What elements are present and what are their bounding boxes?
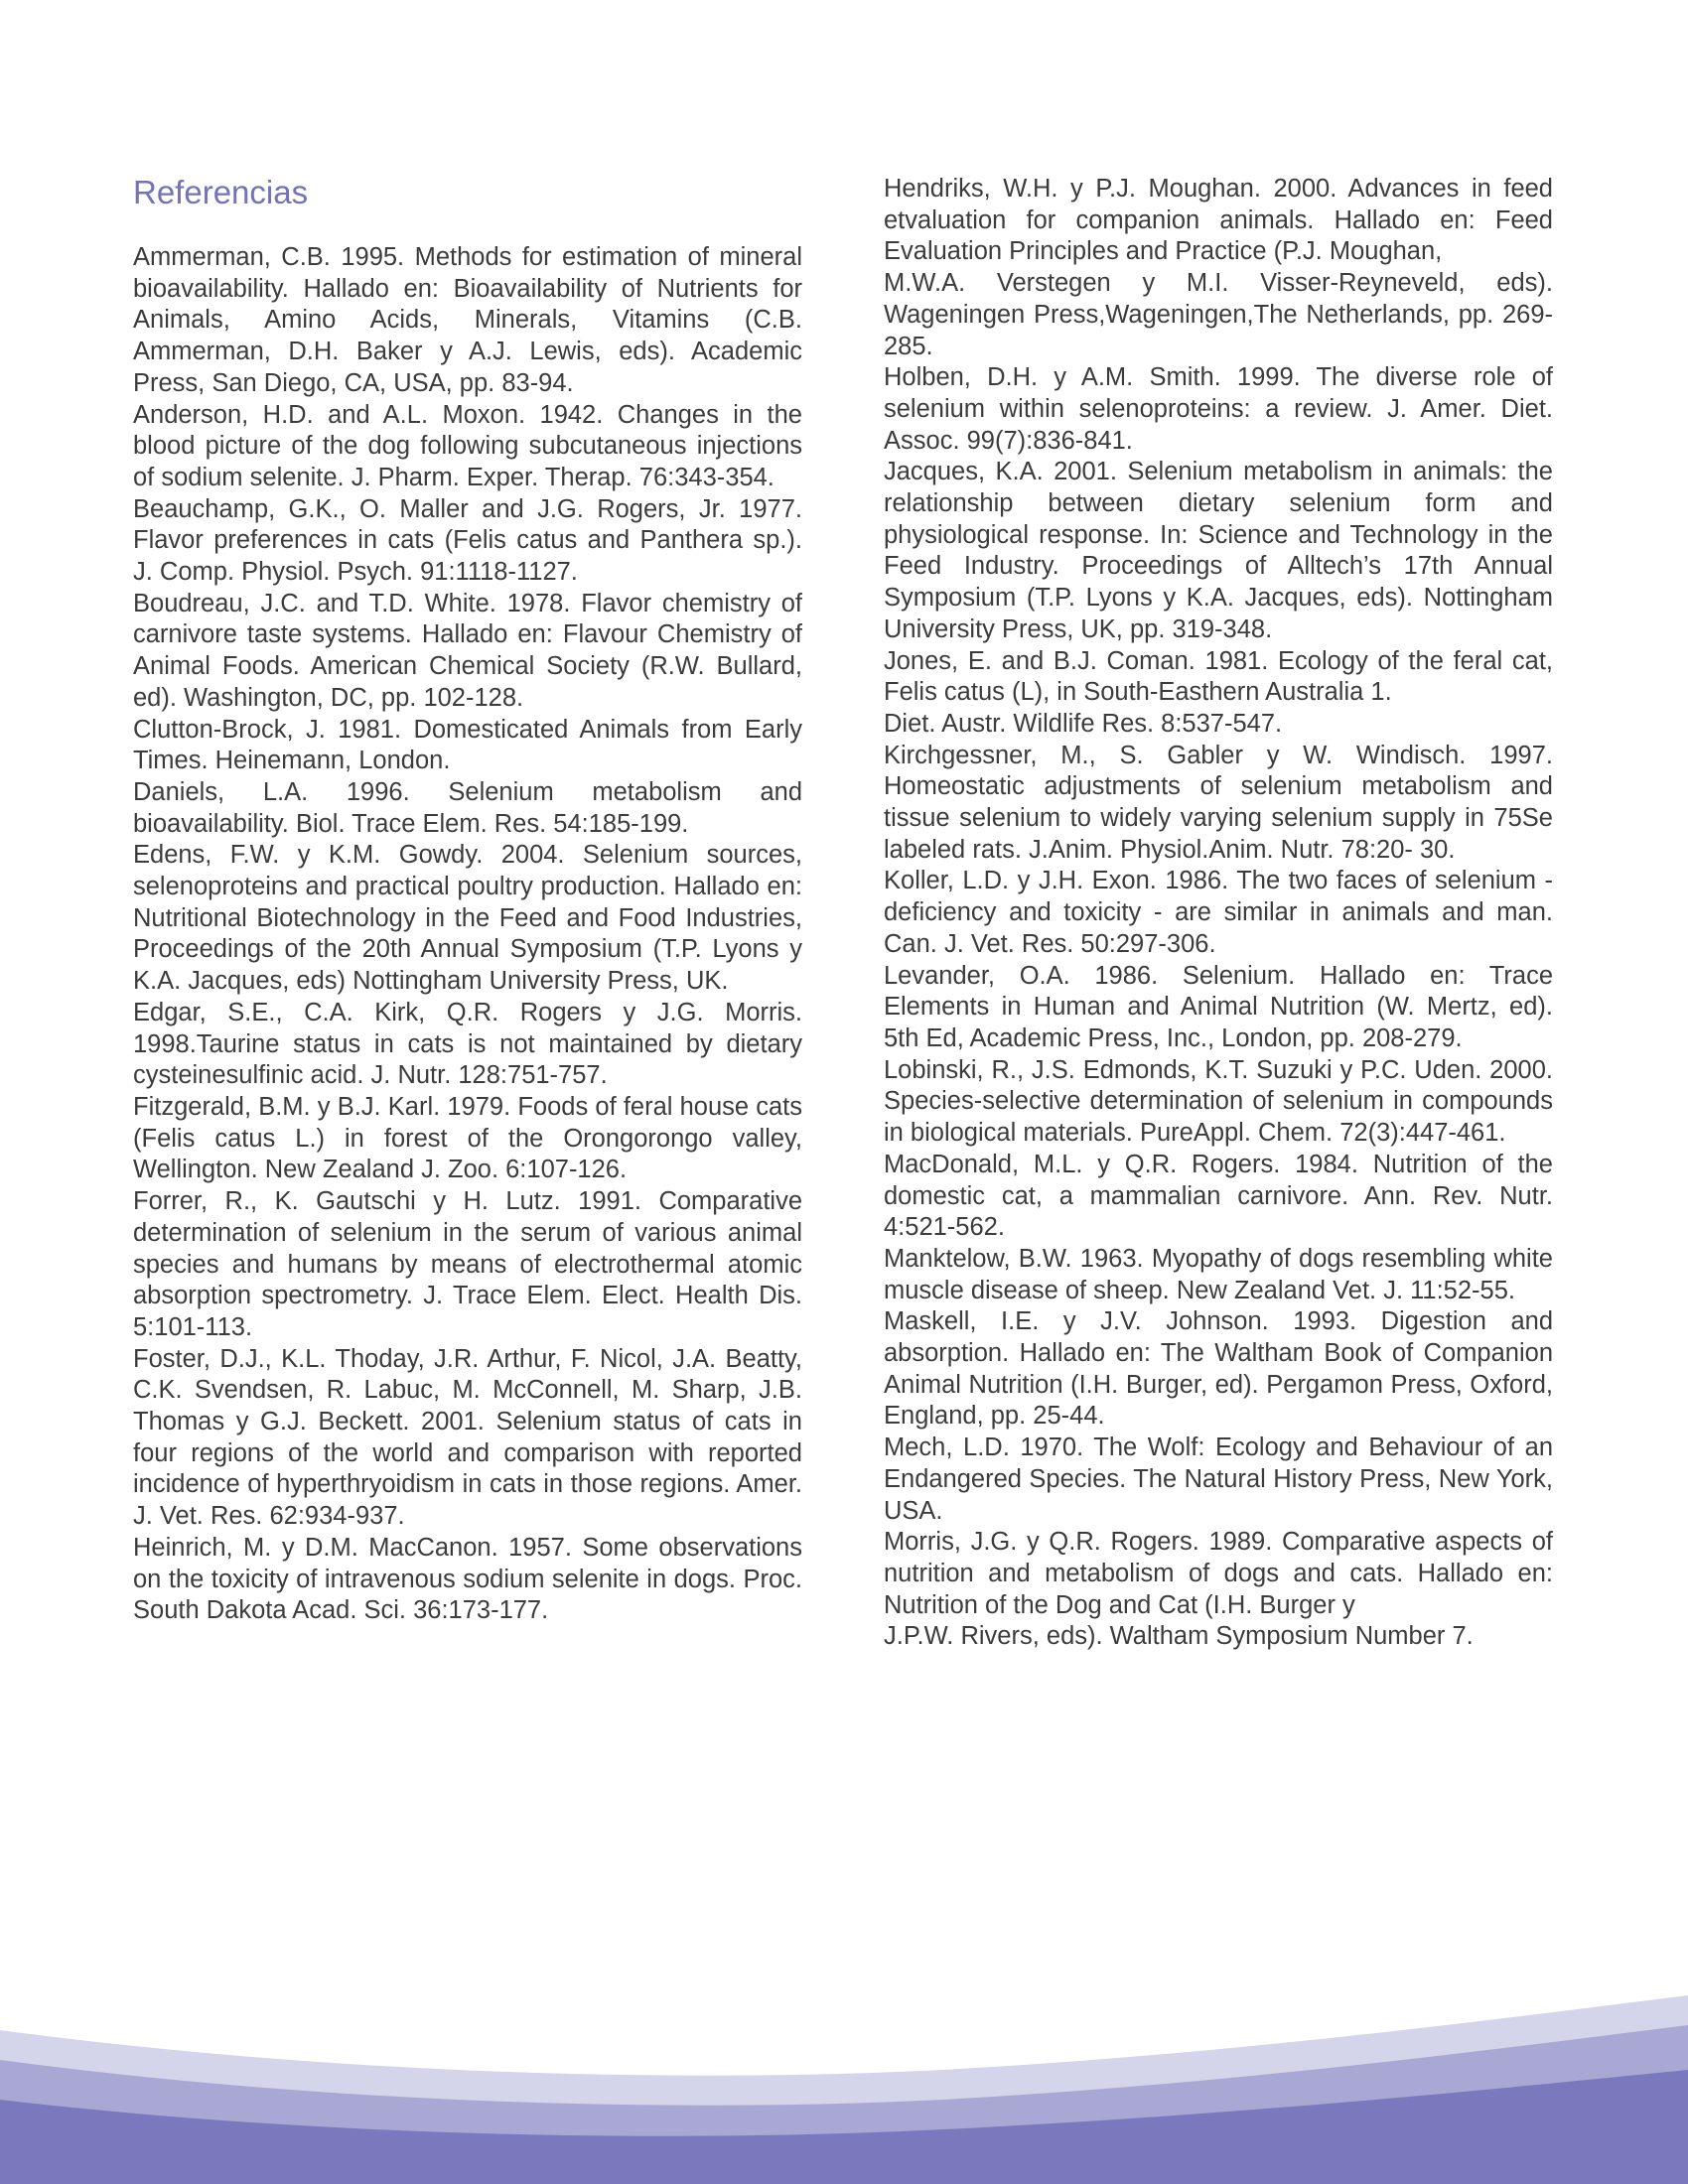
reference-item: Koller, L.D. y J.H. Exon. 1986. The two faces of selenium - deficiency and toxicity - are similar in animals and man. Can. J. Vet. Res. 50:297-306. (884, 867, 1553, 958)
reference-item: Jacques, K.A. 2001. Selenium metabolism in animals: the relationship between dietary selenium form and physiological response. In: Science and Technology in the Feed Industry. Proceedings of Alltech’s 17th Annual Symposium (T.P. Lyons y K.A. Jacques, eds). Nottingham University Press, UK, pp. 319-348. (884, 458, 1553, 643)
reference-item: Holben, D.H. y A.M. Smith. 1999. The diverse role of selenium within selenoproteins: a review. J. Amer. Diet. Assoc. 99(7):836-841. (884, 363, 1553, 455)
reference-item: Edens, F.W. y K.M. Gowdy. 2004. Selenium sources, selenoproteins and practical poultry production. Hallado en: Nutritional Biotechnology in the Feed and Food Industries, Proceedings of the 20th Annual Symposium (T.P. Lyons y K.A. Jacques, eds) Nottingham University Press, UK. (133, 841, 802, 996)
reference-item: Beauchamp, G.K., O. Maller and J.G. Rogers, Jr. 1977. Flavor preferences in cats (Felis catus and Panthera sp.). J. Comp. Physiol. Psych. 91:1118-1127. (133, 494, 802, 587)
reference-item: Daniels, L.A. 1996. Selenium metabolism and bioavailability. Biol. Trace Elem. Res. 54:185-199. (133, 777, 802, 838)
reference-item: Heinrich, M. y D.M. MacCanon. 1957. Some observations on the toxicity of intravenous sodium selenite in dogs. Proc. South Dakota Acad. Sci. 36:173-177. (133, 1533, 802, 1625)
reference-item: Ammerman, C.B. 1995. Methods for estimation of mineral bioavailability. Hallado en: Bioavailability of Nutrients for Animals, Amino Acids, Minerals, Vitamins (C.B. Ammerman, D.H. Baker y A.J. Lewis, eds). Academic Press, San Diego, CA, USA, pp. 83-94. (133, 243, 802, 397)
reference-item: Diet. Austr. Wildlife Res. 8:537-547. (884, 709, 1283, 738)
references-right-column (884, 174, 1553, 1653)
reference-item: Levander, O.A. 1986. Selenium. Hallado en: Trace Elements in Human and Animal Nutrition (W. Mertz, ed). 5th Ed, Academic Press, Inc., London, pp. 208-279. (884, 961, 1553, 1052)
reference-item: Fitzgerald, B.M. y B.J. Karl. 1979. Foods of feral house cats (Felis catus L.) in forest of the Orongorongo valley, Wellington. New Zealand J. Zoo. 6:107-126. (133, 1092, 802, 1184)
reference-item: Maskell, I.E. y J.V. Johnson. 1993. Digestion and absorption. Hallado en: The Waltham Book of Companion Animal Nutrition (I.H. Burger, ed). Pergamon Press, Oxford, England, pp. 25-44. (884, 1307, 1553, 1431)
reference-item: M.W.A. Verstegen y M.I. Visser-Reyneveld, eds). Wageningen Press,Wageningen,The Netherlands, pp. 269-285. (884, 269, 1553, 360)
reference-item: Mech, L.D. 1970. The Wolf: Ecology and Behaviour of an Endangered Species. The Natural History Press, New York, USA. (884, 1433, 1553, 1525)
reference-item: Boudreau, J.C. and T.D. White. 1978. Flavor chemistry of carnivore taste systems. Hallado en: Flavour Chemistry of Animal Foods. American Chemical Society (R.W. Bullard, ed). Washington, DC, pp. 102-128. (133, 589, 802, 712)
page-title: Referencias (133, 174, 309, 210)
reference-item: MacDonald, M.L. y Q.R. Rogers. 1984. Nutrition of the domestic cat, a mammalian carnivore. Ann. Rev. Nutr. 4:521-562. (884, 1150, 1553, 1242)
reference-item: Kirchgessner, M., S. Gabler y W. Windisch. 1997. Homeostatic adjustments of selenium metabolism and tissue selenium to widely varying selenium supply in 75Se labeled rats. J.Anim. Physiol.Anim. Nutr. 78:20- 30. (884, 741, 1553, 864)
reference-item: Forrer, R., K. Gautschi y H. Lutz. 1991. Comparative determination of selenium in the serum of various animal species and humans by means of electrothermal atomic absorption spectrometry. J. Trace Elem. Elect. Health Dis. 5:101-113. (133, 1187, 802, 1341)
reference-item: Anderson, H.D. and A.L. Moxon. 1942. Changes in the blood picture of the dog following subcutaneous injections of sodium selenite. J. Pharm. Exper. Therap. 76:343-354. (133, 400, 802, 491)
reference-item: Foster, D.J., K.L. Thoday, J.R. Arthur, F. Nicol, J.A. Beatty, C.K. Svendsen, R. Labuc, M. McConnell, M. Sharp, J.B. Thomas y G.J. Beckett. 2001. Selenium status of cats in four regions of the world and comparison with reported incidence of hyperthryoidism in cats in those regions. Amer. J. Vet. Res. 62:934-937. (133, 1344, 802, 1531)
reference-item: Lobinski, R., J.S. Edmonds, K.T. Suzuki y P.C. Uden. 2000. Species-selective determination of selenium in compounds in biological materials. PureAppl. Chem. 72(3):447-461. (884, 1055, 1553, 1148)
reference-item: J.P.W. Rivers, eds). Waltham Symposium Number 7. (884, 1622, 1474, 1651)
reference-item: Clutton-Brock, J. 1981. Domesticated Animals from Early Times. Heinemann, London. (133, 715, 802, 775)
references-left-column (133, 242, 802, 1627)
reference-item: Manktelow, B.W. 1963. Myopathy of dogs resembling white muscle disease of sheep. New Zealand Vet. J. 11:52-55. (884, 1244, 1553, 1304)
reference-item: Hendriks, W.H. y P.J. Moughan. 2000. Advances in feed etvaluation for companion animals. Hallado en: Feed Evaluation Principles and Practice (P.J. Moughan, (884, 175, 1553, 266)
reference-item: Morris, J.G. y Q.R. Rogers. 1989. Comparative aspects of nutrition and metabolism of dogs and cats. Hallado en: Nutrition of the Dog and Cat (I.H. Burger y (884, 1528, 1553, 1619)
reference-item: Jones, E. and B.J. Coman. 1981. Ecology of the feral cat, Felis catus (L), in South-Easthern Australia 1. (884, 646, 1553, 707)
reference-item: Edgar, S.E., C.A. Kirk, Q.R. Rogers y J.G. Morris. 1998.Taurine status in cats is not maintained by dietary cysteinesulfinic acid. J. Nutr. 128:751-757. (133, 998, 802, 1090)
footer-wave-decoration (0, 1976, 1688, 2184)
